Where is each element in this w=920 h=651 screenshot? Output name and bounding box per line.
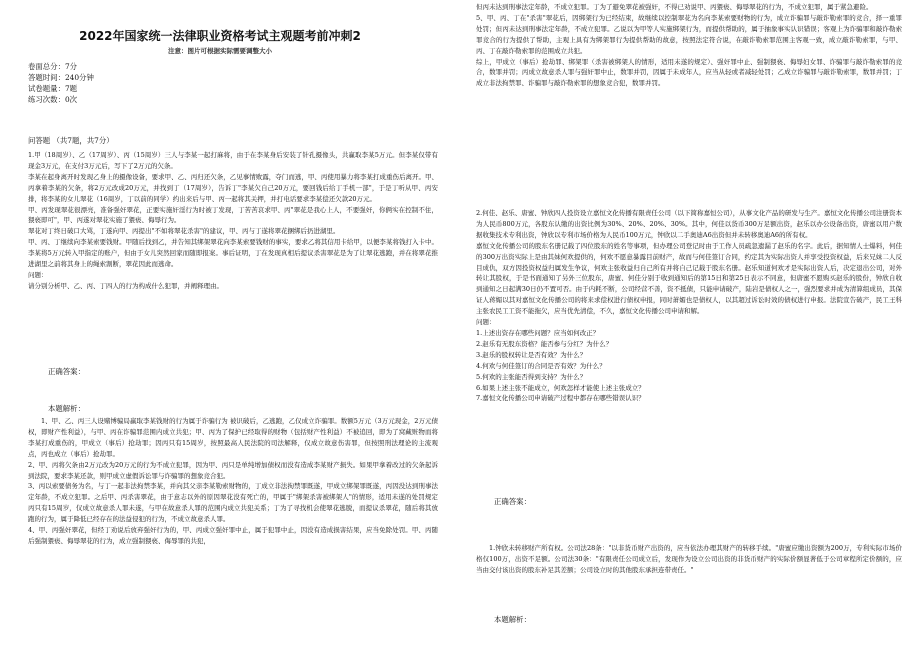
- question-1-number: 1.: [28, 151, 35, 159]
- q2-paragraph: 5.何欢的主张能否得到支持？为什么？: [476, 372, 587, 381]
- meta-attempts: 练习次数：0次: [28, 94, 78, 104]
- exam-meta: [28, 62, 94, 106]
- q1-paragraph: 问题：: [28, 270, 48, 279]
- analysis-paragraph: 3、丙以索要债务为名，与丁一起非法拘禁李某，并向其父亲李某勒索财物的，丁成立非法拘禁罪既遂，甲成立绑架罪既遂，丙因没达到刑事法定年龄，不成立犯罪。之后甲、丙杀害翠花，由于意志以外的原因翠花没有死亡的，甲属于"绑架杀害被绑架人"的情形，适用未遂的处罚规定 丙只有15周岁，仅成立故意杀人罪未遂，与甲在故意杀人罪的范围内成立共犯关系；丁为了寻找机会使翠花逃脱，而提议杀翠花，随后将其放跑的行为，属于降低已经存在的法益侵犯的行为，不成立故意杀人罪。: [28, 482, 438, 524]
- meta-question-count: 试卷题量：7题: [28, 83, 78, 93]
- analysis-label-2: 本题解析：: [494, 615, 531, 624]
- image-notice: 注意：图片可根据实际需要调整大小: [168, 47, 272, 55]
- question-2: [476, 208, 902, 420]
- analysis-1-continued: [476, 2, 902, 158]
- q1-paragraph: 翠花对丁终日破口大骂，丁遂向甲、丙提出"不如将翠花杀害"的建议，甲、丙与丁遂将翠花捆绑后扔进湖里。: [28, 227, 340, 236]
- meta-duration: 答题时间：240分钟: [28, 72, 94, 82]
- analysis-paragraph: 4、甲、丙强奸翠花，但经丁劝说后放弃强奸行为的，甲、丙成立强奸罪中止，属于犯罪中止，因没有造成损害结果，应当免除处罚。甲、丙随后强制猥亵、侮辱翠花的行为，成立强制猥亵、侮辱罪的共犯，: [28, 526, 438, 545]
- analysis-paragraph: 综上，甲成立（事后）抢劫罪、绑架罪（杀害被绑架人的情形，适用未遂的规定）、强奸罪中止、强制猥亵、侮辱妇女罪、诈骗罪与敲诈勒索罪的竞合，数罪并罚；丙成立故意杀人罪与强奸罪中止，数罪并罚，因属于未成年人，应当从轻或者减轻处罚；乙成立诈骗罪与敲诈勒索罪，数罪并罚；丁成立非法拘禁罪、诈骗罪与敲诈勒索罪的想象竞合犯，数罪并罚。: [476, 57, 902, 88]
- q1-paragraph: 甲、丙、丁继续向李某索要钱财。甲随后找到乙，并告知其绑架翠花向李某索要钱财的事实，要求乙将其信用卡给甲，以便李某将钱打入卡中。李某将5万元转入甲指定的账户，但由于女儿突然回家而随即报案。事后证明，丁在发现真相后提议杀害翠花是为了让翠花逃跑，并在将翠花推进湖里之前将其身上的绳索割断，翠花因此而逃命。: [28, 238, 438, 269]
- q1-paragraph: 请分别分析甲、乙、丙、丁四人的行为构成什么犯罪，并阐释理由。: [28, 281, 223, 290]
- q2-paragraph: 3.赵乐的股权转让是否有效？为什么？: [476, 350, 587, 359]
- q1-paragraph: 李某在起身离开时发现乙身上的摄像设备，要求甲、乙、丙归还欠条，乙见事情败露，夺门而逃，甲、丙使用暴力将李某打成重伤后离开。甲、丙拿着李某的欠条，将2万元改成20万元，并找到丁（17周岁），告诉丁"李某欠自己20万元，要回钱后给丁手机一部"，于是丁听从甲、丙安排，将李某的女儿翠花（16周岁，丁以前的同学）约出来后与甲、丙一起将其关押，并打电话要求李某偿还欠款20万元。: [28, 172, 438, 203]
- question-1: [28, 150, 438, 326]
- q2-paragraph: 2.赵乐有无股东资格？能否参与分红？为什么？: [476, 339, 613, 348]
- q2-paragraph: 嘉恒文化传播公司的股东名册记载了四位股东的姓名等事项，但办理公司登记时由于工作人员疏忽遗漏了赵乐的名字。此后，据知情人士爆料，何佳的300万出资实际上是由其妹何欢提供的，何欢不愿意暴露目前财产，故而与何佳签订合同，约定其为实际出资人并享受投资权益，后来兄妹二人反目成仇，双方因投资权益归属发生争议，何欢主张收益归自己所有并将自己记载于股东名册。赵乐知道何欢才是实际出资人后，决定退出公司，对外转让其股权，于是书面通知了另外三位股东，唐蜜、何佳分别于收到通知后的第15日和第25日表示不同意，但唐蜜不愿购买赵乐的股份，钟欣自收到通知之日起满30日仍不置可否。由于内耗不断，公司经营不善，资不抵债，只能申请破产，陆岩是债权人之一，强烈要求并成为清算组成员，其保证人蒋媚以其对嘉恒文化传播公司的将来求偿权进行债权申报，同时萧媚也是债权人，以其超过诉讼时效的债权进行申报。法院宣告破产，民工王科主张农民工工资不能拖欠，应当优先清偿，不久，嘉恒文化传播公司申请和解。: [476, 241, 902, 316]
- q2-paragraph: 问题：: [476, 318, 496, 327]
- q1-paragraph: 甲（18周岁）、乙（17周岁）、丙（15周岁）三人与李某一起打麻将，由于在李某身后安装了针孔摄像头，共赢取李某5万元。但李某仅带有现金3万元，在支付3万元后，写下了2万元的欠条。: [28, 151, 438, 170]
- analysis-label: 本题解析：: [48, 404, 85, 413]
- analysis-paragraph: 但丙未达到刑事法定年龄，不成立犯罪。丁为了避免翠花被强奸，不得已劝说甲、丙猥亵、侮辱翠花的行为，不成立犯罪，属于紧急避险。: [476, 3, 873, 11]
- answer-label-2: 正确答案：: [494, 497, 531, 506]
- q2-paragraph: 7.嘉恒文化传播公司申请破产过程中都存在哪些错误认识？: [476, 394, 645, 403]
- q2-paragraph: 何佳、赵乐、唐蜜、钟欣四人投资设立嘉恒文化传播有限责任公司（以下简称嘉恒公司），从事文化产品的研发与生产。嘉恒文化传播公司注册资本为人民币800万元，各股东认缴的出资比例为30%、20%、20%、30%。其中，何佳以货币300万足额出资，赵乐以办公设备出资，唐蜜以用户数据收集技术专利出资，钟欣以专利市场价格为人民币100万元，钟欣以二手奥迪A6出资但并未转移奥迪A6的所有权。: [476, 209, 902, 239]
- question-2-number: 2.: [476, 209, 483, 217]
- q2-paragraph: 4.何欢与何佳签订的合同是否有效？为什么？: [476, 361, 606, 370]
- answer-2: [476, 543, 902, 601]
- answer-label: 正确答案：: [48, 367, 85, 376]
- section-title: 问答题 （共7题，共7分）: [28, 136, 114, 145]
- q1-paragraph: 甲、丙发现翠花很漂亮，准备强奸翠花，正要实施奸淫行为时被丁发现，丁苦苦哀求甲、丙"翠花是我心上人，不要强奸，你俩实在控制不住，猥亵即可"，甲、丙遂对翠花实施了猥亵、侮辱行为。: [28, 205, 438, 225]
- analysis-paragraph: 5、甲、丙、丁在"杀害"翠花后，因绑架行为已经结束，故继续以控制翠花为名向李某索要财物的行为，成立诈骗罪与敲诈勒索罪的竞合，择一重罪处罚；但丙未达到刑事法定年龄，不成立犯罪。乙说以为甲等人实施绑架行为，而提供帮助的，属于抽象事实认识错误；客观上为诈骗罪和敲诈勒索罪竞合的行为提供了帮助，主观上具有为绑架罪行为提供帮助的故意，按照法定符合说，在敲诈勒索罪范围主客观一致，成立敲诈勒索罪，与甲、丙、丁在敲诈勒索罪的范围成立共犯。: [476, 13, 902, 55]
- answer-paragraph: 1.钟欣未转移财产所有权。公司法28条："以非货币财产出资的，应当依法办理其财产的转移手续。"唐蜜应缴出资额为200万，专利实际市场价格仅100万，出资不足额。公司法30条："有限责任公司成立后，发现作为设立公司出资的非货币财产的实际价额显著低于公司章程所定价额的，应当由交付该出资的股东补足其差额；公司设立时的其他股东承担连带责任。": [476, 544, 902, 574]
- analysis-paragraph: 1、甲、乙、丙三人设赌博骗局赢取李某钱财的行为属于诈骗行为 被识破后，乙逃跑，乙仅成立诈骗罪。数额5万元（3万元现金，2万元债权，即财产性利益），与甲、丙在诈骗罪范围内成立共犯；甲、丙为了保护已经取得的财物（包括财产性利益）不被追回，即为了窝藏赃物而将李某打成重伤的，甲成立（事后）抢劫罪；因丙只有15周岁，按照最高人民法院的司法解释，仅成立故意伤害罪，但按照刑法理论的主流观点，丙也成立（事后）抢劫罪。: [28, 417, 438, 458]
- analysis-paragraph: 2、甲、丙将欠条由2万元改为20万元的行为不成立犯罪，因为甲、丙只是单纯增加债权而没有造成李某财产损失。如果甲拿着改过的欠条起诉到法院，要求李某还款，则甲成立虚假诉讼罪与诈骗罪的想象竞合犯。: [28, 460, 438, 480]
- q2-paragraph: 1.上述出资存在哪些问题？应当如何改正？: [476, 328, 600, 337]
- meta-total-score: 卷面总分：7分: [28, 62, 78, 71]
- analysis-1: [28, 416, 438, 648]
- q2-paragraph: 6.如果上述主张不能成立，何欢怎样才能使上述主张成立？: [476, 383, 645, 392]
- page-title: 2022年国家统一法律职业资格考试主观题考前冲刺2: [79, 29, 361, 43]
